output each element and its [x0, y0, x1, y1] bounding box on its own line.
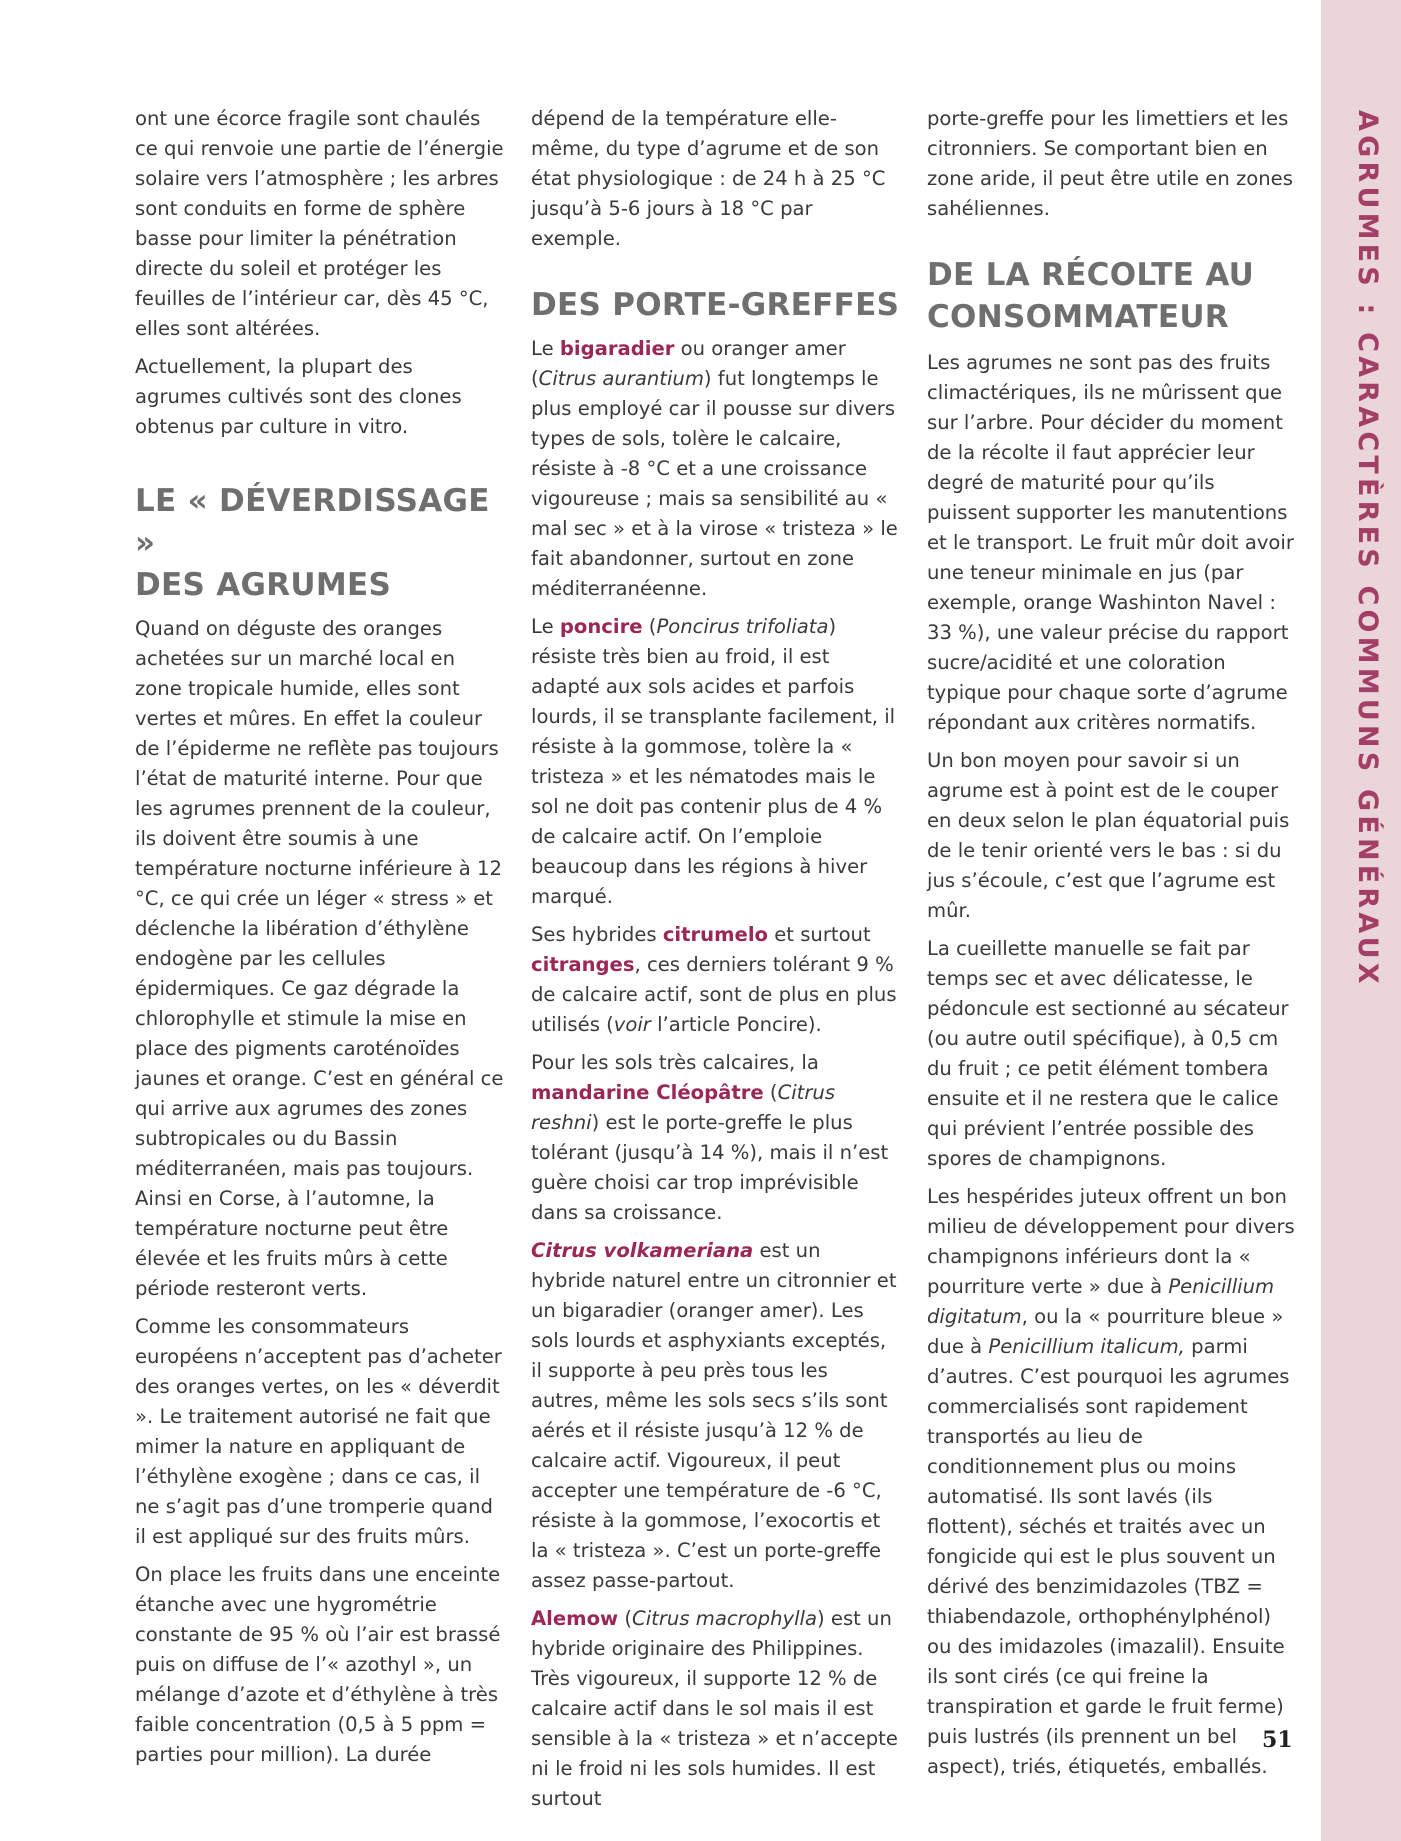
term-poncire: poncire — [559, 615, 643, 638]
voir-italic: voir — [613, 1013, 651, 1036]
section-heading-recolte — [927, 254, 1297, 338]
paragraph: On place les fruits dans une enceinte étanche avec une hygrométrie constante de 95 % où l’air est brassé puis on diffuse de l’« azothyl », un mélange d’azote et d’éthylène à très faible concentration (0,5 à 5 ppm = parties pour million). La durée — [135, 1563, 501, 1766]
latin-name: Penicillium digitatum — [927, 1275, 1275, 1328]
text: , ces derniers tolérant 9 % de calcaire actif, sont de plus en plus utilisés ( — [531, 953, 897, 1036]
text: ) fut longtemps le plus employé car il pousse sur divers types de sols, tolère le calcaire, résiste à -8 °C et a une croissance vigoureuse ; mais sa sensibilité au « mal sec » et à la virose « tristeza » le fait abandonner, surtout en zone méditerranéenne. — [531, 367, 898, 600]
section-heading-porte-greffes: DES PORTE-GREFFES — [531, 287, 900, 323]
text: ) résiste très bien au froid, il est adapté aux sols acides et parfois lourds, il se transplante facilement, il résiste à la gommose, tolère la « tristeza » et les nématodes mais le sol ne doit pas contenir plus de 4 % de calcaire actif. On l’emploie beaucoup dans les régions à hiver marqué. — [531, 615, 896, 908]
sidebar-band — [1321, 0, 1401, 1841]
heading-line: DES AGRUMES — [135, 567, 392, 603]
paragraph: Les agrumes ne sont pas des fruits climactériques, ils ne mûrissent que sur l’arbre. Pour décider du moment de la récolte il faut apprécier leur degré de maturité pour qu’ils puissent supporter les manutentions et le transport. Le fruit mûr doit avoir une teneur minimale en jus (par exemple, orange Washinton Navel : 33 %), une valeur précise du rapport sucre/acidité et une coloration typique pour chaque sorte d’agrume répondant aux critères normatifs. — [927, 351, 1294, 734]
term-alemow: Alemow — [531, 1607, 619, 1630]
term-citranges: citranges — [531, 953, 635, 976]
text: Le — [531, 337, 560, 360]
heading-line: CONSOMMATEUR — [927, 299, 1229, 335]
paragraph: La cueillette manuelle se fait par temps sec et avec délicatesse, le pédoncule est sectionné au sécateur (ou autre outil spécifique), à 0,5 cm du fruit ; ce petit élément tombera ensuite et il ne restera que le calice qui prévient l’entrée possible des spores de champignons. — [927, 937, 1289, 1170]
page-number: 51 — [1262, 1727, 1293, 1753]
text: Ses hybrides — [531, 923, 663, 946]
term-mandarine-cleopatre: mandarine Cléopâtre — [531, 1081, 764, 1104]
paragraph-poncire — [531, 612, 901, 912]
text: ) est un hybride originaire des Philippines. Très vigoureux, il supporte 12 % de calcaire actif dans le sol mais il est sensible à la « tristeza » et n’accepte ni le froid ni les sols humides. Il est surtout — [531, 1607, 898, 1810]
paragraph-alemow — [531, 1604, 901, 1814]
term-bigaradier: bigaradier — [559, 337, 675, 360]
text: est un hybride naturel entre un citronnier et un bigaradier (oranger amer). Les sols lourds et asphyxiants exceptés, il supporte à peu près tous les autres, même les sols secs s’ils sont aérés et il résiste jusqu’à 12 % de calcaire actif. Vigoureux, il peut accepter une température de -6 °C, résiste à la gommose, l’exocortis et la « tristeza ». C’est un porte-greffe assez passe-partout. — [531, 1239, 897, 1592]
heading-line: LE « DÉVERDISSAGE » — [135, 483, 490, 561]
sidebar-title: AGRUMES : CARACTÈRES COMMUNS GÉNÉRAUX — [1352, 110, 1383, 988]
paragraph-volkameriana — [531, 1236, 901, 1596]
text: Les hespérides juteux offrent un bon milieu de développement pour divers champignons inférieurs dont la « pourriture verte » due à — [927, 1185, 1295, 1298]
paragraph-bigaradier — [531, 334, 901, 604]
paragraph: Actuellement, la plupart des agrumes cultivés sont des clones obtenus par culture in vitro. — [135, 355, 462, 438]
text: ( — [642, 615, 657, 638]
paragraph-hybrides — [531, 920, 901, 1040]
text: ( — [618, 1607, 633, 1630]
section-heading-deverdissage — [135, 480, 505, 606]
column-3 — [927, 104, 1297, 1790]
text: ) est le porte-greffe le plus tolérant (jusqu’à 14 %), mais il n’est guère choisi car trop imprévisible dans sa croissance. — [531, 1111, 889, 1224]
paragraph: Quand on déguste des oranges achetées sur un marché local en zone tropicale humide, elles sont vertes et mûres. En effet la couleur de l’épiderme ne reflète pas toujours l’état de maturité interne. Pour que les agrumes prennent de la couleur, ils doivent être soumis à une température nocturne inférieure à 12 °C, ce qui crée un léger « stress » et déclenche la libération d’éthylène endogène par les cellules épidermiques. Ce gaz dégrade la chlorophylle et stimule la mise en place des pigments caroténoïdes jaunes et orange. C’est en général ce qui arrive aux agrumes des zones subtropicales ou du Bassin méditerranéen, mais pas toujours. Ainsi en Corse, à l’automne, la température nocturne peut être élevée et les fruits mûrs à cette période resteront verts. — [135, 617, 504, 1300]
term-citrumelo: citrumelo — [662, 923, 769, 946]
text: Pour les sols très calcaires, la — [531, 1051, 819, 1074]
text: l’article Poncire). — [650, 1013, 822, 1036]
column-2 — [531, 104, 901, 1822]
paragraph: dépend de la température elle-même, du type d’agrume et de son état physiologique : de 24 h à 25 °C jusqu’à 5-6 jours à 18 °C par exemple. — [531, 107, 886, 250]
paragraph: Comme les consommateurs européens n’acceptent pas d’acheter des oranges vertes, on les « déverdit ». Le traitement autorisé ne fait que mimer la nature en appliquant de l’éthylène exogène ; dans ce cas, il ne s’agit pas d’une tromperie quand il est appliqué sur des fruits mûrs. — [135, 1315, 502, 1548]
text: parmi d’autres. C’est pourquoi les agrumes commercialisés sont rapidement transportés au lieu de conditionnement plus ou moins automatisé. Ils sont lavés (ils flottent), séchés et traités avec un fongicide qui est le plus souvent un dérivé des benzimidazoles (TBZ = thiabendazole, orthophénylphénol) ou des imidazoles (imazalil). Ensuite ils sont cirés (ce qui freine la transpiration et garde le fruit ferme) puis lustrés (ils prennent un bel aspect), triés, étiquetés, emballés. — [927, 1335, 1290, 1778]
term-citrus-volkameriana: Citrus volkameriana — [531, 1239, 754, 1262]
paragraph: Un bon moyen pour savoir si un agrume est à point est de le couper en deux selon le plan équatorial puis de le tenir orienté vers le bas : si du jus s’écoule, c’est que l’agrume est mûr. — [927, 749, 1290, 922]
heading-line: DE LA RÉCOLTE AU — [927, 257, 1255, 293]
latin-name: Citrus aurantium — [538, 367, 704, 390]
paragraph-hesperides — [927, 1182, 1297, 1782]
paragraph: ont une écorce fragile sont chaulés ce qui renvoie une partie de l’énergie solaire vers l’atmosphère ; les arbres sont conduits en forme de sphère basse pour limiter la pénétration directe du soleil et protéger les feuilles de l’intérieur car, dès 45 °C, elles sont altérées. — [135, 107, 504, 340]
text: Le — [531, 615, 560, 638]
latin-name: Citrus reshni — [531, 1081, 836, 1134]
latin-name: Citrus macrophylla — [632, 1607, 818, 1630]
paragraph-mandarine — [531, 1048, 901, 1228]
text: ou oranger amer ( — [531, 337, 846, 390]
latin-name: Poncirus trifoliata — [656, 615, 829, 638]
paragraph: porte-greffe pour les limettiers et les citronniers. Se comportant bien en zone aride, il peut être utile en zones sahéliennes. — [927, 107, 1293, 220]
latin-name: Penicillium italicum, — [988, 1335, 1185, 1358]
column-1 — [135, 104, 505, 1778]
text: et surtout — [768, 923, 871, 946]
text: ( — [763, 1081, 778, 1104]
text: , ou la « pourriture bleue » due à — [927, 1305, 1284, 1358]
